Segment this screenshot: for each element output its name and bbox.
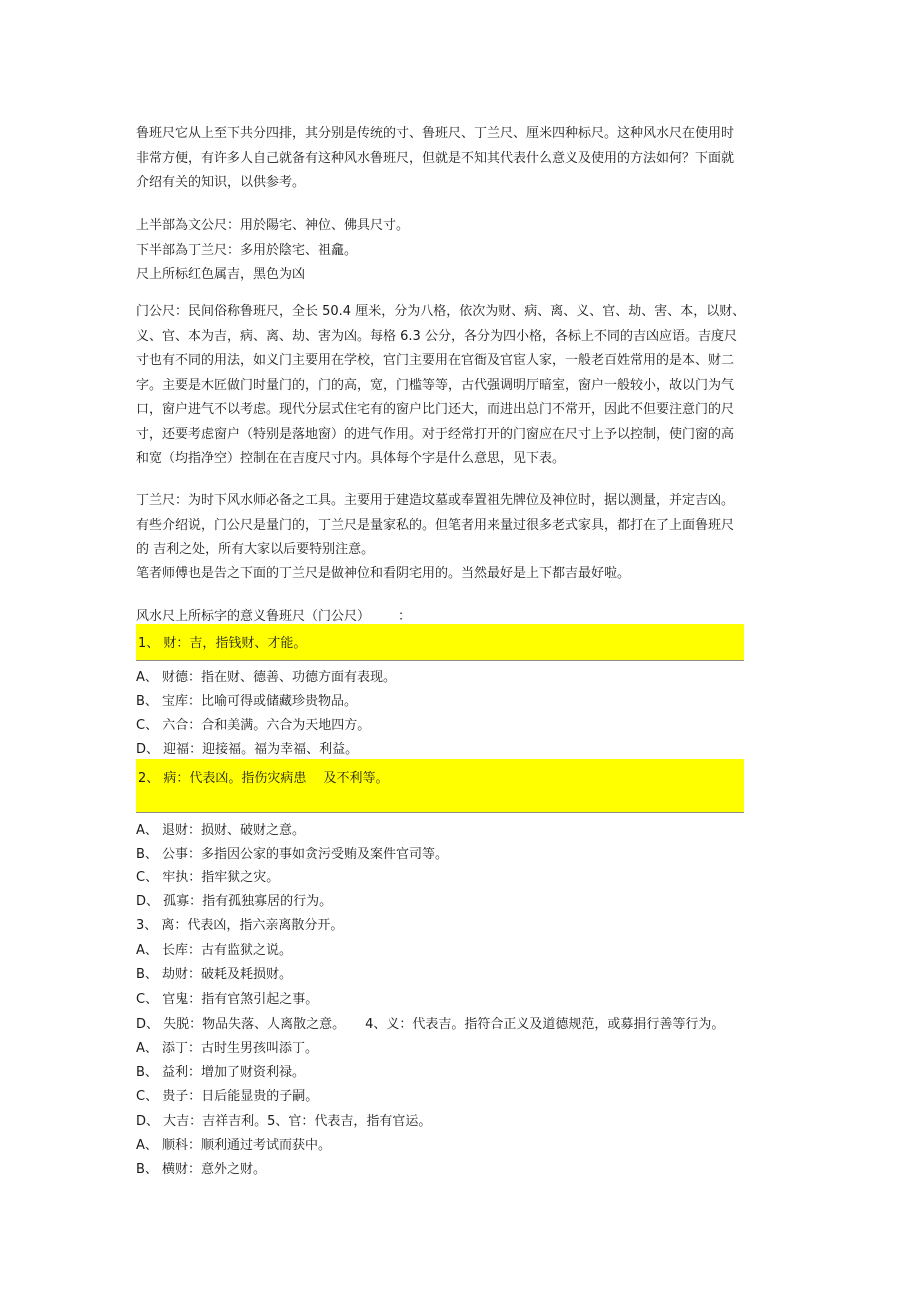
list-item: B、 益利：增加了财资利禄。 [136,1065,306,1080]
highlight-row-bing [136,759,744,813]
upper-ruler-note: 上半部為文公尺：用於陽宅、神位、佛具尺寸。 [136,218,410,233]
list-item: 4、义：代表吉。指符合正义及道德规范，或募捐行善等行为。 [365,1017,725,1032]
list-item: D、 孤寡：指有孤独寡居的行为。 [136,894,333,909]
table-title-colon: ： [398,609,412,624]
men-gong-paragraph: 门公尺：民间俗称鲁班尺，全长 50.4 厘米，分为八格，依次为财、病、离、义、官、劫、害、本，以财、 义、官、本为吉，病、离、劫、害为凶。每格 6.3 公分，各分为四小格，各标上不同的吉凶应语。吉度尺 寸也有不同的用法，如义门主要用在学校，官门主要用在官衙及官宦人家，一般老百姓常用的是本、财二 字。主要是木匠做门时量门的，门的高，宽，门槛等等，古代强调明厅暗室，窗户一般较小，故以门为气 口，窗户进气不以考虑。现代分层式住宅有的窗户比门还大，而进出总门不常开，因此不但要注意门的尺 寸，还要考虑窗户（特别是落地窗）的进气作用。对于经常打开的门窗应在尺寸上予以控制，使门窗的高 和宽（均指净空）控制在在吉度尺寸内。具体每个字是什么意思，见下表。 [136,304,746,466]
list-item: D、 失脱：物品失落、人离散之意。 [136,1017,346,1032]
list-item-combined [136,1013,746,1032]
list-item: C、 贵子：日后能显贵的子嗣。 [136,1089,319,1104]
list-item: D、 大吉：吉祥吉利。5、官：代表吉，指有官运。 [136,1114,432,1129]
list-item: A、 财德：指在财、德善、功德方面有表现。 [136,670,397,685]
list-item: 3、 离：代表凶，指六亲离散分开。 [136,918,344,933]
table-title-text: 风水尺上所标字的意义鲁班尺（门公尺） [136,609,371,624]
ding-lan-paragraph: 丁兰尺：为时下风水师必备之工具。主要用于建造坟墓或奉置祖先牌位及神位时，据以测量，并定吉凶。有些介绍说，门公尺是量门的，丁兰尺是量家私的。但笔者用来量过很多老式家具，都打在了上面鲁班尺的 吉利之处，所有大家以后要特别注意。 [136,493,735,557]
color-note: 尺上所标红色属吉，黑色为凶 [136,267,306,282]
highlight-cai-text: 1、 财：吉，指钱财、才能。 [138,636,307,651]
intro-paragraph: 鲁班尺它从上至下共分四排，其分别是传统的寸、鲁班尺、丁兰尺、厘米四种标尺。这种风水尺在使用时 非常方便，有许多人自己就备有这种风水鲁班尺，但就是不知其代表什么意义及使用的方法如何？下面就 介绍有关的知识，以供参考。 [136,126,735,190]
list-item: C、 牢执：指牢狱之灾。 [136,870,280,885]
list-item: B、 横财：意外之财。 [136,1162,267,1177]
list-item: C、 六合：合和美满。六合为天地四方。 [136,718,371,733]
list-item: B、 劫财：破耗及耗损财。 [136,967,293,982]
highlight-row-cai [136,624,744,661]
list-item: A、 添丁：古时生男孩叫添丁。 [136,1041,319,1056]
highlight-bing-text: 2、 病：代表凶。指伤灾病患 及不利等。 [138,771,389,786]
teacher-note: 笔者师傅也是告之下面的丁兰尺是做神位和看阴宅用的。当然最好是上下都吉最好啦。 [136,566,631,581]
list-item: A、 退财：损财、破财之意。 [136,823,306,838]
lower-ruler-note: 下半部為丁兰尺：多用於陰宅、祖龕。 [136,243,358,258]
list-item: A、 顺科：顺利通过考试而获中。 [136,1138,332,1153]
list-item: C、 官鬼：指有官煞引起之事。 [136,992,319,1007]
list-item: A、 长库：古有监狱之说。 [136,943,293,958]
table-title [136,605,746,624]
list-item: B、 公事：多指因公家的事如贪污受贿及案件官司等。 [136,847,449,862]
list-item: B、 宝库：比喻可得或储藏珍贵物品。 [136,694,358,709]
list-item: D、 迎福：迎接福。福为幸福、利益。 [136,742,359,757]
